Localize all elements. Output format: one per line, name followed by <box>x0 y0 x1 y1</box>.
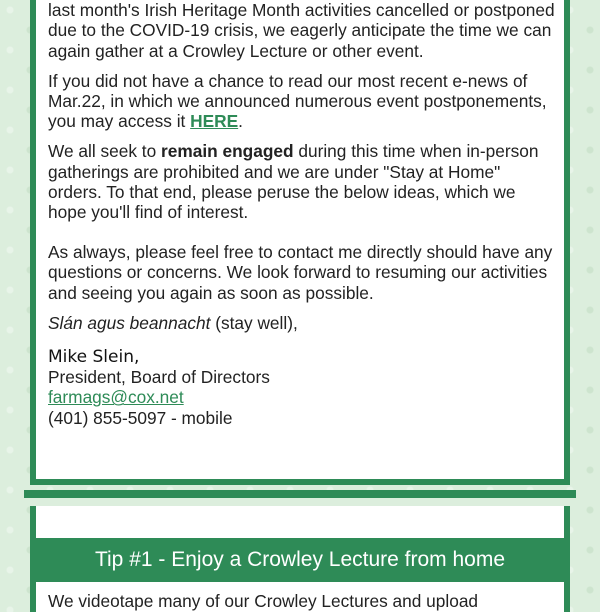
letter-card <box>30 0 570 485</box>
tip-1-intro: We videotape many of our Crowley Lectures and upload <box>48 591 479 611</box>
email-link[interactable]: farmags@cox.net <box>48 387 184 408</box>
signer-name: Mike Slein, <box>48 347 140 368</box>
section-divider <box>24 490 576 498</box>
paragraph-3: We all seek to remain engaged during this time when in-person gatherings are prohibited and we are under "Stay at Home" orders. To that end, please peruse the below ideas, which we hope you'll find of interest. <box>48 141 539 223</box>
here-link[interactable]: HERE <box>190 111 239 132</box>
phone-number: (401) 855-5097 - mobile <box>48 407 233 428</box>
letter-body <box>48 0 558 428</box>
paragraph-1: last month's Irish Heritage Month activities cancelled or postponed due to the COVID-19 crisis, we eagerly anticipate the time we can again gather at a Crowley Lecture or other event. <box>48 0 555 61</box>
tip-1-card <box>30 582 570 612</box>
paragraph-2: If you did not have a chance to read our most recent e-news of Mar.22, in which we announced numerous event postponements, you may access it HERE. <box>48 70 547 132</box>
remain-engaged-text: remain engaged <box>161 141 294 162</box>
tip-1-heading: Tip #1 - Enjoy a Crowley Lecture from home <box>30 538 570 582</box>
spacer-card <box>30 506 570 538</box>
signer-title: President, Board of Directors <box>48 367 270 388</box>
paragraph-4: As always, please feel free to contact me directly should have any questions or concerns. We look forward to resuming our activities and seeing you again as soon as possible. <box>48 242 553 303</box>
closing-line: Slán agus beannacht (stay well), <box>48 312 298 333</box>
